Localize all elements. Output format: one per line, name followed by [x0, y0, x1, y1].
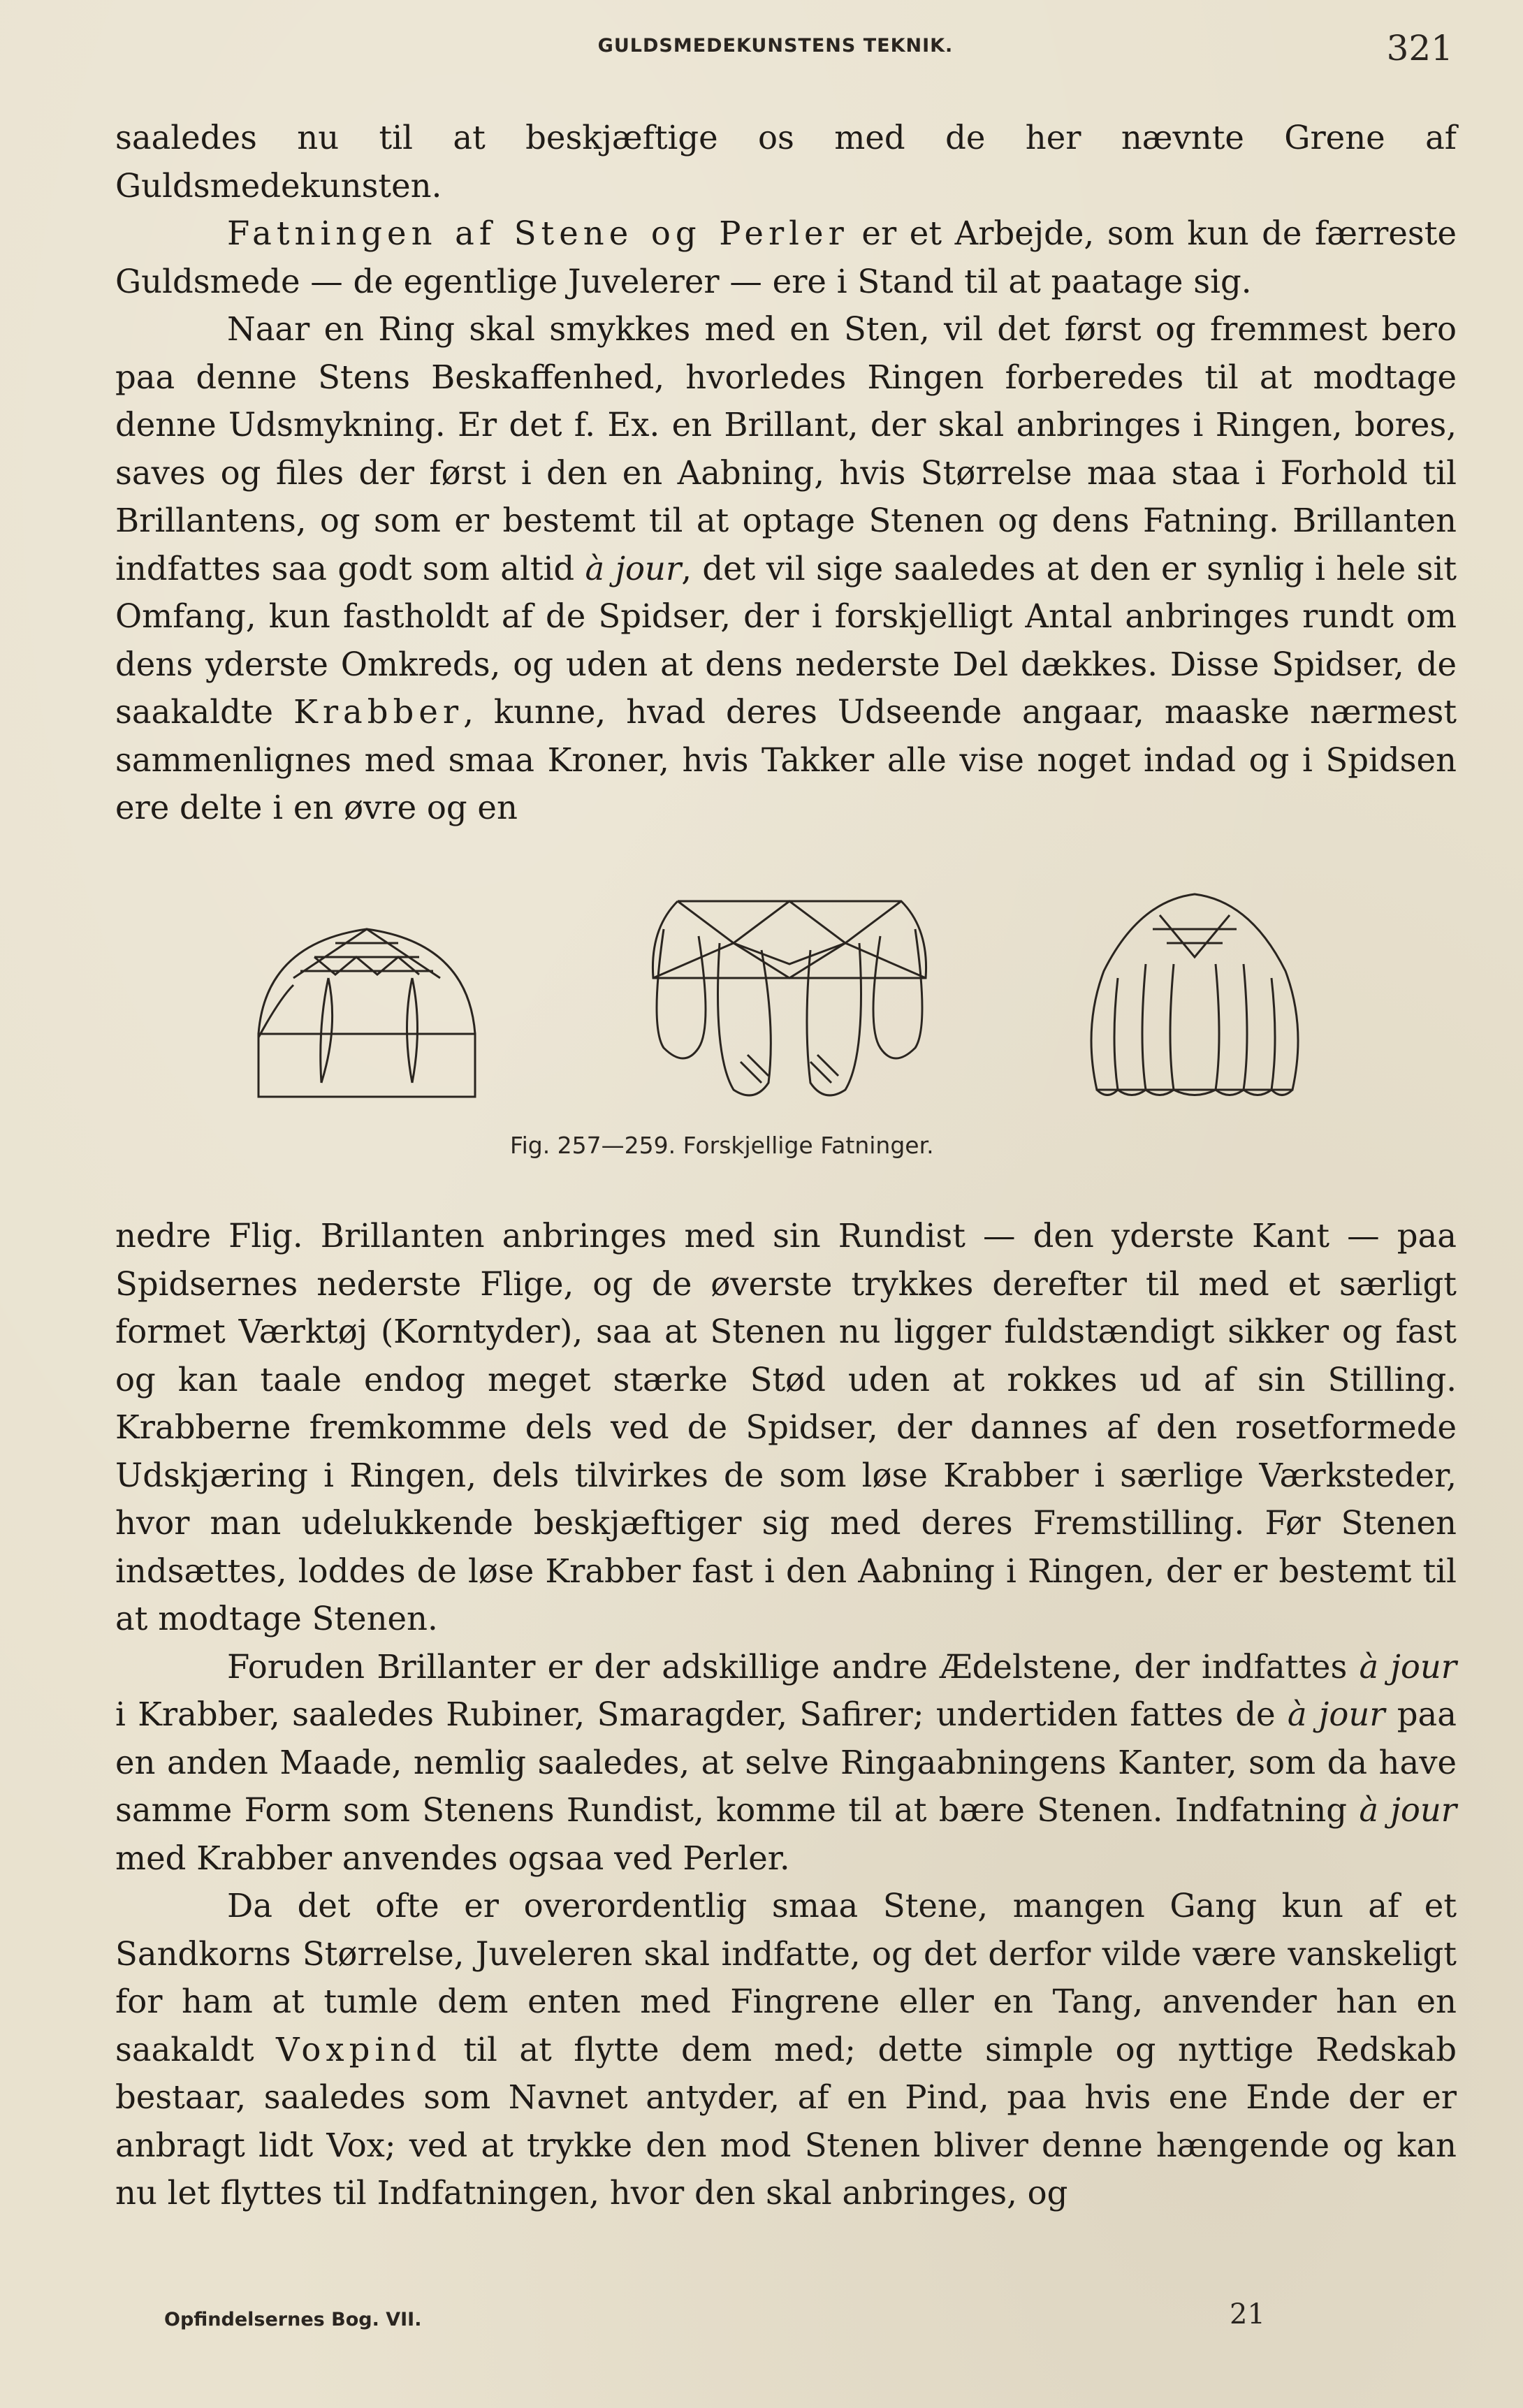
text-run: til at flytte dem med; dette simple og nyttige Redskab bestaar, saaledes som Navnet antyder, af en Pind, paa hvis ene Ende der er anbragt lidt Vox; ved at trykke den mod Stenen bliver denne hængende og kan nu let flyttes til Indfatningen, hvor den skal anbringes, og: [115, 2030, 1457, 2212]
text-run: saaledes nu til at beskjæftige os med de her nævnte Grene af Guldsmedekunsten.: [115, 119, 1457, 205]
setting-illustration-3: [1076, 887, 1313, 1118]
text-run: Foruden Brillanter er der adskillige andre Ædelstene, der indfattes: [227, 1647, 1360, 1686]
figure-259: [1076, 887, 1313, 1118]
italic-term: à jour: [585, 549, 682, 588]
italic-term: à jour: [1287, 1695, 1385, 1733]
spaced-term: Fatningen af Stene og Perler: [227, 214, 849, 252]
paragraph-continued: [115, 114, 1457, 210]
text-run: , kunne, hvad deres Udseende angaar, maaske nærmest sammenlignes med smaa Kroner, hvis Takker alle vise noget indad og i Spidsen ere delte i en øvre og en: [115, 693, 1457, 826]
text-run: Da det ofte er overordentlig smaa Stene, mangen Gang kun af et Sandkorns Størrelse, Juveleren skal indfatte, og det derfor vilde være vanskeligt for ham at tumle dem enten med Fingrene eller en Tang, anvender han en saakaldt: [115, 1887, 1457, 2068]
body-text-bottom: [115, 1212, 1457, 2217]
figure-258: [636, 887, 943, 1118]
paragraph-aedelstene: [115, 1643, 1457, 1883]
book-title: Opfindelsernes Bog. VII.: [164, 2309, 422, 2330]
figure-caption: Fig. 257—259. Forskjellige Fatninger.: [510, 1132, 934, 1159]
figure-257: [252, 887, 489, 1118]
text-run: med Krabber anvendes ogsaa ved Perler.: [115, 1839, 790, 1877]
setting-illustration-2: [636, 887, 943, 1118]
text-run: paa en anden Maade, nemlig saaledes, at selve Ringaabningens Kanter, som da have samme Form som Stenens Rundist, komme til at bære Stenen. Indfatning: [115, 1695, 1457, 1829]
paragraph-voxpind: [115, 1882, 1457, 2217]
text-run: Naar en Ring skal smykkes med en Sten, vil det først og fremmest bero paa denne Stens Beskaffenhed, hvorledes Ringen forberedes til at modtage denne Udsmykning. Er det f. Ex. en Brillant, der skal anbringes i Ringen, bores, saves og files der først i den en Aabning, hvis Størrelse maa staa i Forhold til Brillantens, og som er bestemt til at optage Stenen og dens Fatning. Brillanten indfattes saa godt som altid: [115, 310, 1457, 588]
paragraph-fatningen: [115, 210, 1457, 305]
setting-illustration-1: [252, 887, 489, 1118]
running-title: GULDSMEDEKUNSTENS TEKNIK.: [597, 35, 954, 57]
italic-term: à jour: [1359, 1647, 1457, 1686]
paragraph-ring: [115, 305, 1457, 832]
spaced-term: Voxpind: [276, 2030, 442, 2068]
spaced-term: Krabber: [293, 693, 464, 731]
italic-term: à jour: [1359, 1791, 1457, 1829]
figure-group: [252, 887, 1313, 1125]
text-run: er et Arbejde, som kun de færreste Guldsmede — de egentlige Juvelerer — ere i Stand til at paatage sig.: [115, 214, 1457, 300]
body-text-top: [115, 114, 1457, 832]
text-run: , det vil sige saaledes at den er synlig i hele sit Omfang, kun fastholdt af de Spidser, der i forskjelligt Antal anbringes rundt om dens yderste Omkreds, og uden at dens nederste Del dækkes. Disse Spidser, de saakaldte: [115, 549, 1457, 731]
text-run: i Krabber, saaledes Rubiner, Smaragder, Safirer; undertiden fattes de: [115, 1695, 1288, 1733]
page-number: 321: [1386, 28, 1453, 68]
paragraph-continued: [115, 1212, 1457, 1643]
text-run: nedre Flig. Brillanten anbringes med sin Rundist — den yderste Kant — paa Spidsernes nederste Flige, og de øverste trykkes derefter til med et særligt formet Værktøj (Korntyder), saa at Stenen nu ligger fuldstændigt sikker og fast og kan taale endog meget stærke Stød uden at rokkes ud af sin Stilling. Krabberne fremkomme dels ved de Spidser, der dannes af den rosetformede Udskjæring i Ringen, dels tilvirkes de som løse Krabber i særlige Værksteder, hvor man udelukkende beskjæftiger sig med deres Fremstilling. Før Stenen indsættes, loddes de løse Krabber fast i den Aabning i Ringen, der er bestemt til at modtage Stenen.: [115, 1217, 1457, 1637]
signature-mark: 21: [1230, 2298, 1265, 2330]
